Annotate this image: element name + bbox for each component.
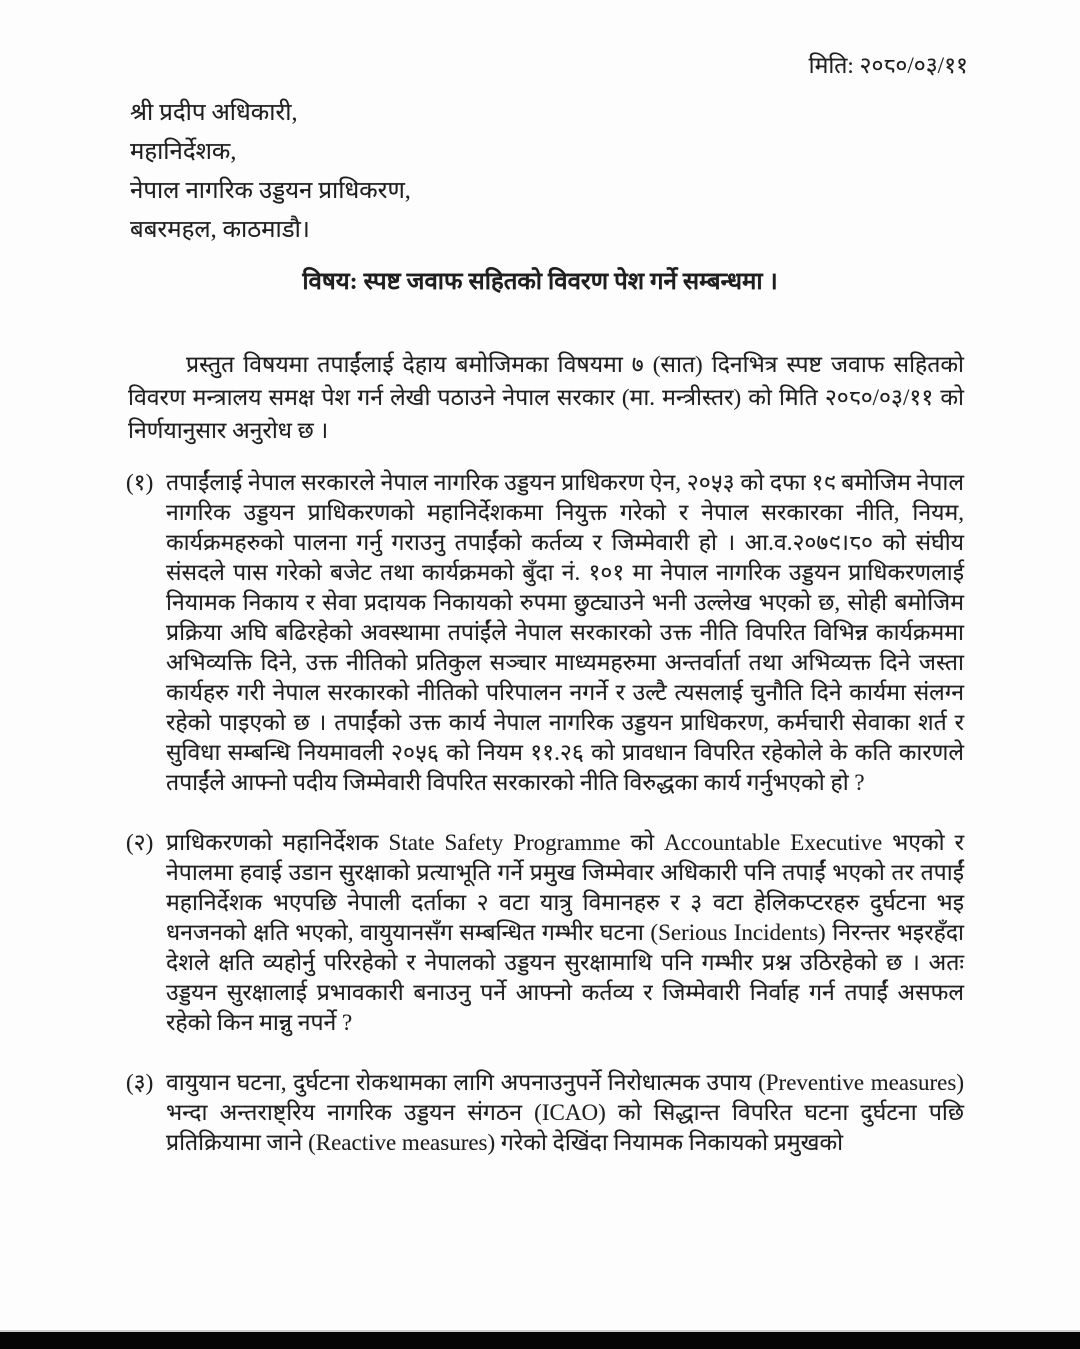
point-2-text: प्राधिकरणको महानिर्देशक State Safety Programme को Accountable Executive भएको र नेपालमा हवाई उडान सुरक्षाको प्रत्याभूति गर्ने प्रमुख जिम्मेवार अधिकारी पनि तपाईं भएको तर तपाईं महानिर्देशक भएपछि नेपाली दर्ताका २ वटा यात्रु विमानहरु र ३ वटा हेलिकप्टरहरु दुर्घटना भइ धनजनको क्षति भएको, वायुयानसँग सम्बन्धित गम्भीर घटना (Serious Incidents) निरन्तर भइरहँदा देशले क्षति व्यहोर्नु परिरहेको र नेपालको उड्डयन सुरक्षामाथि पनि गम्भीर प्रश्न उठिरहेको छ । अतः उड्डयन सुरक्षालाई प्रभावकारी बनाउनु पर्ने आफ्नो कर्तव्य र जिम्मेवारी निर्वाह गर्न तपाईं असफल रहेको किन मान्नु नपर्ने ? [166, 830, 964, 1035]
point-3-number: (३) [126, 1070, 154, 1095]
point-2-number: (२) [126, 830, 154, 855]
intro-paragraph: प्रस्तुत विषयमा तपाईंलाई देहाय बमोजिमका विषयमा ७ (सात) दिनभित्र स्पष्ट जवाफ सहितको विवरण मन्त्रालय समक्ष पेश गर्न लेखी पठाउने नेपाल सरकार (मा. मन्त्रीस्तर) को मिति २०८०/०३/११ को निर्णयानुसार अनुरोध छ । [128, 352, 964, 443]
point-1-number: (१) [126, 470, 154, 495]
recipient-title: महानिर्देशक, [130, 139, 237, 165]
letter-date: मिति: २०८०/०३/११ [808, 53, 968, 78]
recipient-block [130, 94, 411, 250]
scan-edge-bar [0, 1330, 1080, 1349]
subject-line: विषय: स्पष्ट जवाफ सहितको विवरण पेश गर्ने सम्बन्धमा । [302, 269, 778, 295]
letter-body [128, 348, 964, 1188]
point-1-text: तपाईंलाई नेपाल सरकारले नेपाल नागरिक उड्डयन प्राधिकरण ऐन, २०५३ को दफा १९ बमोजिम नेपाल नागरिक उड्डयन प्राधिकरणको महानिर्देशकमा नियुक्त गरेको र नेपाल सरकारका नीति, नियम, कार्यक्रमहरुको पालना गर्नु गराउनु तपाईंको कर्तव्य र जिम्मेवारी हो । आ.व.२०७९।८० को संघीय संसदले पास गरेको बजेट तथा कार्यक्रमको बुँदा नं. १०१ मा नेपाल नागरिक उड्डयन प्राधिकरणलाई नियामक निकाय र सेवा प्रदायक निकायको रुपमा छुट्याउने भनी उल्लेख भएको छ, सोही बमोजिम प्रक्रिया अघि बढिरहेको अवस्थामा तपांईंले नेपाल सरकारको उक्त नीति विपरित विभिन्न कार्यक्रममा अभिव्यक्ति दिने, उक्त नीतिको प्रतिकुल सञ्चार माध्यमहरुमा अन्तर्वार्ता तथा अभिव्यक्त दिने जस्ता कार्यहरु गरी नेपाल सरकारको नीतिको परिपालन नगर्ने र उल्टै त्यसलाई चुनौति दिने कार्यमा संलग्न रहेको पाइएको छ । तपाईंको उक्त कार्य नेपाल नागरिक उड्डयन प्राधिकरण, कर्मचारी सेवाका शर्त र सुविधा सम्बन्धि नियमावली २०५६ को नियम ११.२६ को प्रावधान विपरित रहेकोले के कति कारणले तपाईंले आफ्नो पदीय जिम्मेवारी विपरित सरकारको नीति विरुद्धका कार्य गर्नुभएको हो ? [166, 470, 964, 795]
point-2 [128, 828, 964, 1038]
point-3 [128, 1068, 964, 1158]
recipient-address: बबरमहल, काठमाडौ। [130, 217, 310, 243]
point-1 [128, 468, 964, 798]
recipient-organization: नेपाल नागरिक उड्डयन प्राधिकरण, [130, 178, 411, 204]
point-3-text: वायुयान घटना, दुर्घटना रोकथामका लागि अपनाउनुपर्ने निरोधात्मक उपाय (Preventive measures) भन्दा अन्तराष्ट्रिय नागरिक उड्डयन संगठन (ICAO) को सिद्धान्त विपरित घटना दुर्घटना पछि प्रतिक्रियामा जाने (Reactive measures) गरेको देखिंदा नियामक निकायको प्रमुखको [166, 1070, 964, 1155]
recipient-name: श्री प्रदीप अधिकारी, [130, 100, 298, 126]
